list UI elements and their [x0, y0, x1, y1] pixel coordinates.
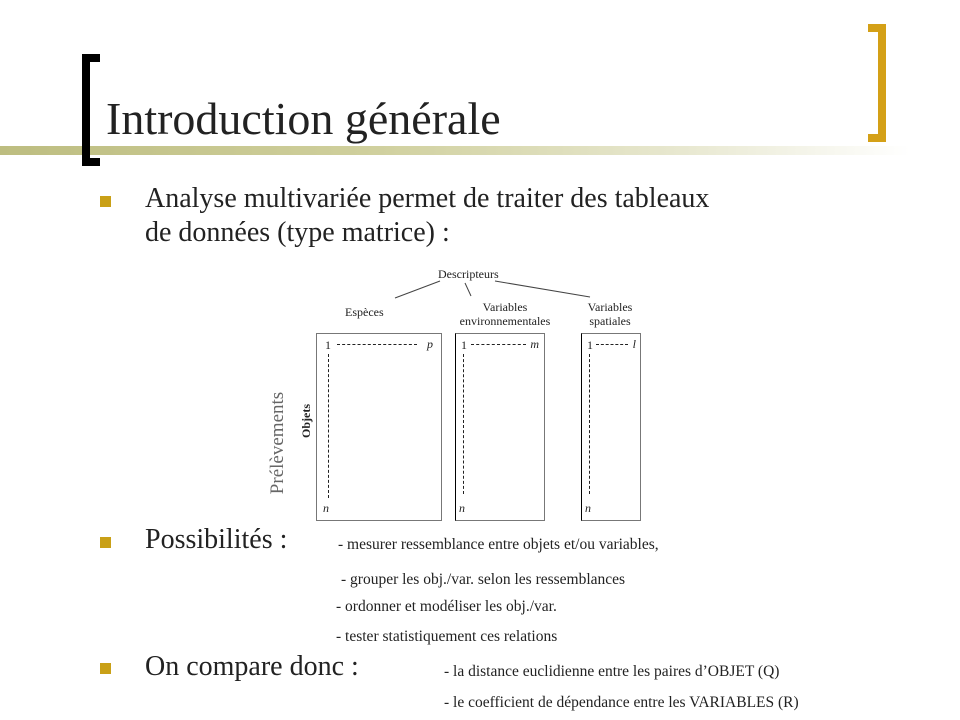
sub-item: - la distance euclidienne entre les paires d’OBJET (Q) [444, 663, 780, 680]
matrix-diagram [250, 262, 670, 527]
title-underline-bar [0, 146, 910, 155]
sub-item: - ordonner et modéliser les obj./var. [336, 598, 557, 615]
bullet-text-3: On compare donc : [145, 651, 359, 682]
matrix-box-spatiales: 1 l n [581, 333, 641, 521]
bullet-1-line-2: de données (type matrice) : [145, 217, 450, 248]
prelevements-label: Prélèvements [267, 391, 288, 495]
slide-title: Introduction générale [106, 93, 501, 144]
descripteurs-label: Descripteurs [438, 267, 499, 281]
bullet-text-1 [145, 182, 709, 250]
sub-item: - mesurer ressemblance entre objets et/ou variables, [338, 536, 659, 553]
sub-item: - le coefficient de dépendance entre les VARIABLES (R) [444, 694, 799, 711]
objets-label: Objets [299, 404, 313, 438]
sub-item: - grouper les obj./var. selon les ressemblances [341, 571, 626, 588]
bullet-1-line-1: Analyse multivariée permet de traiter des tableaux [145, 183, 710, 214]
bullet-icon [100, 663, 111, 674]
matrix-box-environnementales: 1 m n [455, 333, 545, 521]
group-label: Variables environnementales [459, 300, 551, 328]
group-label: Variables spatiales [587, 300, 633, 328]
bullet-icon [100, 537, 111, 548]
left-bracket-decoration [82, 54, 100, 166]
matrix-box-especes: 1 p n [316, 333, 442, 521]
right-bracket-decoration [868, 24, 886, 142]
bullet-text-2: Possibilités : [145, 524, 288, 555]
group-label: Espèces [345, 305, 384, 319]
bullet-icon [100, 196, 111, 207]
sub-item: - tester statistiquement ces relations [336, 628, 558, 645]
